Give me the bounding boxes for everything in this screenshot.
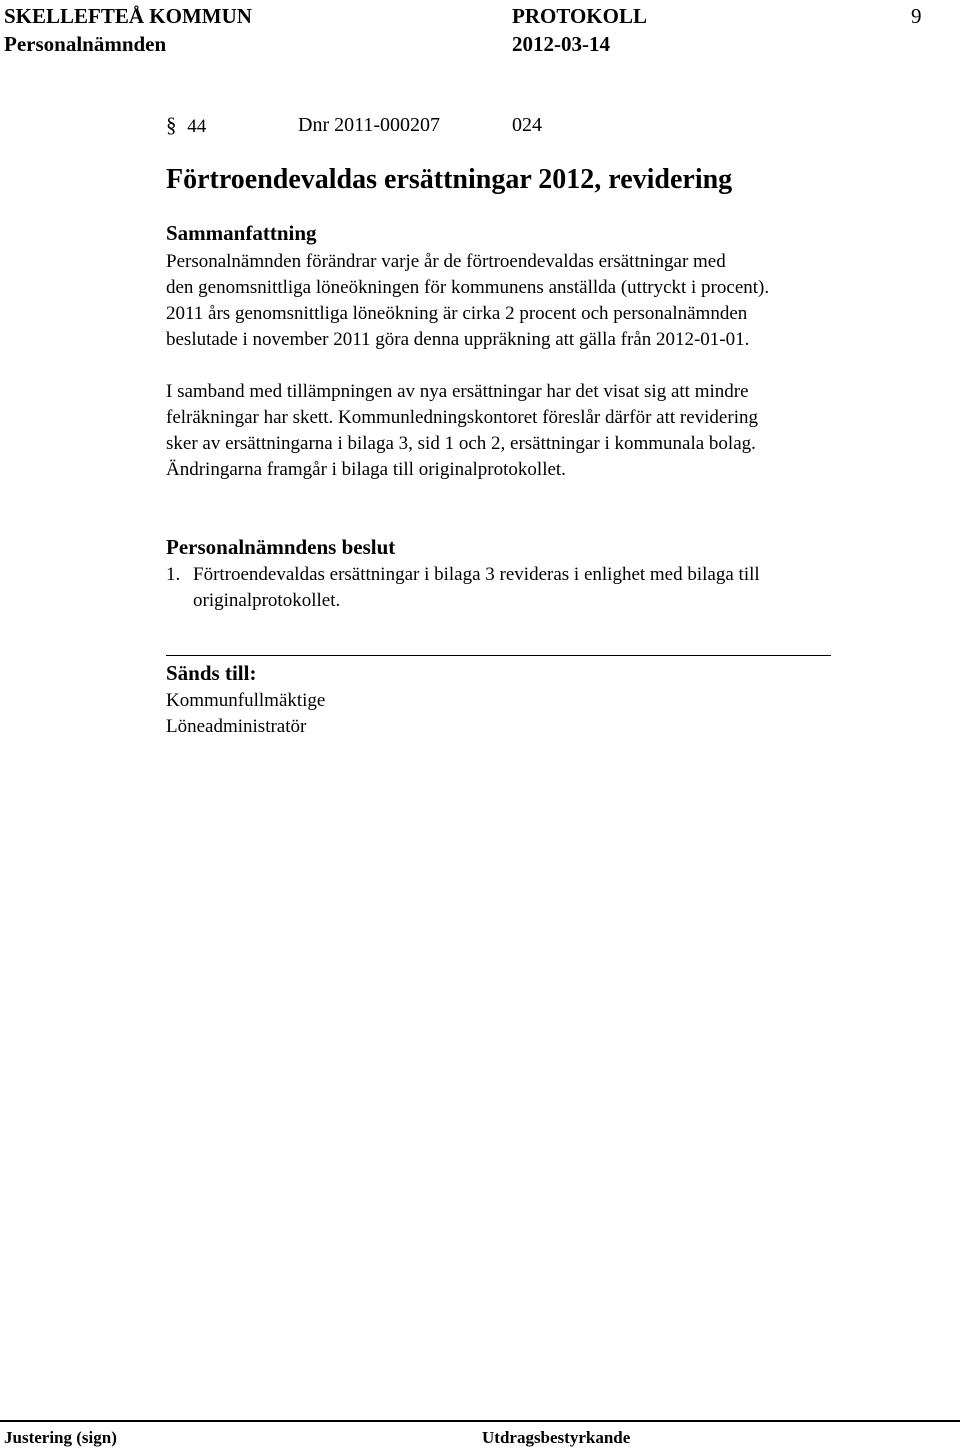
summary-line: Personalnämnden förändrar varje år de förtroendevaldas ersättningar med <box>166 251 726 272</box>
summary-paragraph-2 <box>166 379 758 483</box>
section-dnr: Dnr 2011-000207 <box>298 114 441 136</box>
summary-line: beslutade i november 2011 göra denna uppräkning att gälla från 2012-01-01. <box>166 329 750 350</box>
recipient-item: Löneadministratör <box>166 716 307 737</box>
footer-justering: Justering (sign) <box>4 1428 117 1447</box>
summary-heading: Sammanfattning <box>166 221 317 245</box>
separator-line <box>166 655 831 656</box>
header-org: SKELLEFTEÅ KOMMUN <box>4 4 252 28</box>
page-title: Förtroendevaldas ersättningar 2012, revidering <box>166 164 733 195</box>
header-doc-type: PROTOKOLL <box>512 4 647 28</box>
summary-line: sker av ersättningarna i bilaga 3, sid 1 och 2, ersättningar i kommunala bolag. <box>166 433 756 454</box>
summary-line: felräkningar har skett. Kommunledningskontoret föreslår därför att revidering <box>166 407 758 428</box>
header-committee: Personalnämnden <box>4 32 167 56</box>
decision-heading: Personalnämndens beslut <box>166 535 396 559</box>
summary-line: 2011 års genomsnittliga löneökning är cirka 2 procent och personalnämnden <box>166 303 748 324</box>
header-page-number: 9 <box>911 4 922 28</box>
decision-line: originalprotokollet. <box>193 590 341 611</box>
section-number: 44 <box>187 116 207 137</box>
footer-utdragsbestyrkande: Utdragsbestyrkande <box>482 1428 631 1447</box>
section-line <box>166 112 206 140</box>
paragraph-symbol: § <box>166 113 177 137</box>
summary-paragraph-1 <box>166 249 769 353</box>
sent-to-heading: Sänds till: <box>166 661 257 685</box>
decision-item-text <box>193 562 760 614</box>
summary-line: Ändringarna framgår i bilaga till originalprotokollet. <box>166 459 566 480</box>
decision-item-number: 1. <box>166 564 181 585</box>
recipient-item: Kommunfullmäktige <box>166 690 326 711</box>
section-code: 024 <box>512 114 542 136</box>
recipient-list <box>166 688 325 740</box>
summary-line: den genomsnittliga löneökningen för kommunens anställda (uttryckt i procent). <box>166 277 770 298</box>
decision-line: Förtroendevaldas ersättningar i bilaga 3 revideras i enlighet med bilaga till <box>193 564 760 585</box>
footer-rule <box>0 1420 960 1422</box>
summary-line: I samband med tillämpningen av nya ersättningar har det visat sig att mindre <box>166 381 749 402</box>
header-date: 2012-03-14 <box>512 32 610 56</box>
